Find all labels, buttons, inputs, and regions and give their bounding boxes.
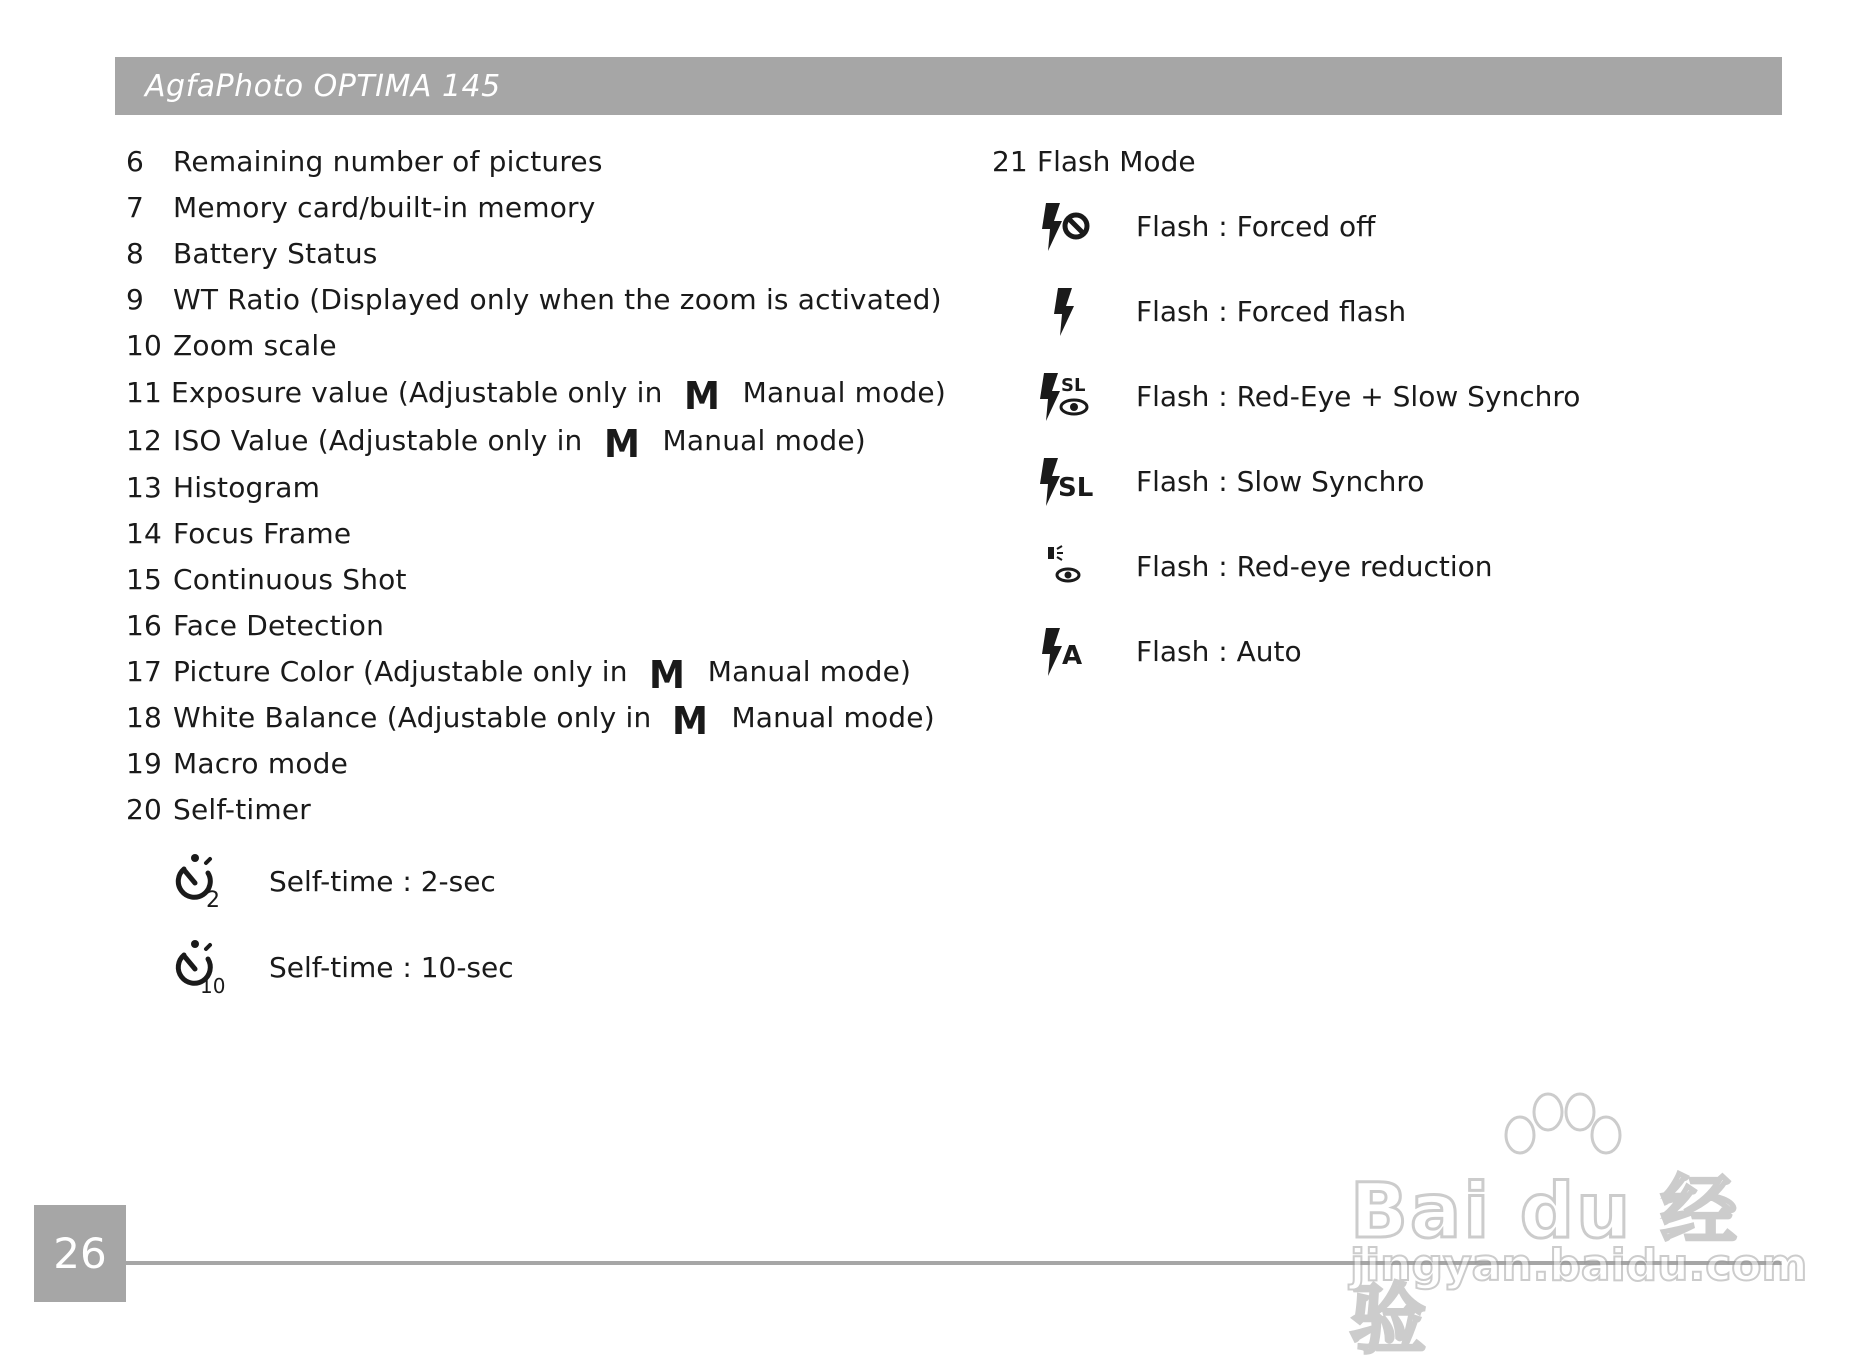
header-bar	[115, 57, 1782, 115]
list-item	[126, 184, 946, 230]
flash-forced-off-icon	[1036, 197, 1096, 257]
manual-mode-icon: M	[672, 699, 709, 743]
item-text: Macro mode	[173, 746, 349, 780]
item-text: Zoom scale	[173, 328, 337, 362]
item-text: Exposure value (Adjustable only in	[170, 375, 663, 409]
svg-text:2: 2	[206, 888, 220, 911]
item-number: 6	[126, 144, 145, 178]
flash-mode-label: Flash : Auto	[1136, 635, 1302, 668]
header-title: AgfaPhoto OPTIMA 145	[145, 68, 501, 104]
flash-mode-label: Flash : Forced off	[1136, 210, 1376, 243]
item-text: ISO Value (Adjustable only in	[173, 423, 583, 457]
page-number: 26	[34, 1205, 126, 1302]
right-column	[992, 138, 1772, 694]
watermark-url: jingyan.baidu.com	[1350, 1240, 1808, 1291]
list-item	[126, 786, 946, 832]
item-number: 10	[126, 328, 163, 362]
item-text: Battery Status	[173, 236, 378, 270]
flash-mode-row	[992, 439, 1772, 524]
manual-mode-icon: M	[683, 374, 720, 418]
flash-mode-label: Flash : Forced flash	[1136, 295, 1407, 328]
item-number: 15	[126, 562, 163, 596]
self-timer-10sec-icon	[168, 937, 228, 997]
svg-text:SL: SL	[1058, 472, 1094, 503]
item-text: Self-timer	[173, 792, 311, 826]
item-number: 20	[126, 792, 163, 826]
item-text: Histogram	[173, 470, 321, 504]
item-number: 16	[126, 608, 163, 642]
watermark-logo: Bai du 经验	[1350, 1166, 1739, 1364]
flash-mode-row	[992, 269, 1772, 354]
manual-mode-icon: M	[648, 653, 685, 697]
svg-text:10: 10	[200, 974, 226, 997]
self-timer-row	[126, 924, 946, 1010]
item-number: 12	[126, 423, 163, 457]
flash-mode-label: Flash : Red-eye reduction	[1136, 550, 1493, 583]
item-number: 18	[126, 700, 163, 734]
item-number: 13	[126, 470, 163, 504]
list-item	[126, 230, 946, 276]
item-text: Flash Mode	[1037, 144, 1196, 178]
flash-red-eye-slow-synchro-icon	[1036, 367, 1096, 427]
item-number: 9	[126, 282, 145, 316]
list-item	[126, 368, 946, 416]
list-item	[126, 416, 946, 464]
manual-mode-icon: M	[603, 422, 640, 466]
flash-mode-list	[992, 184, 1772, 694]
flash-slow-synchro-icon	[1036, 452, 1096, 512]
flash-mode-label: Flash : Red-Eye + Slow Synchro	[1136, 380, 1581, 413]
flash-mode-row	[992, 184, 1772, 269]
item-text: Continuous Shot	[173, 562, 407, 596]
flash-mode-label: Flash : Slow Synchro	[1136, 465, 1425, 498]
flash-forced-flash-icon	[1036, 282, 1096, 342]
flash-mode-row	[992, 524, 1772, 609]
self-timer-label: Self-time : 10-sec	[269, 950, 514, 984]
self-timer-label: Self-time : 2-sec	[269, 864, 496, 898]
item-number: 17	[126, 654, 163, 688]
flash-mode-heading	[992, 138, 1772, 184]
item-text: WT Ratio (Displayed only when the zoom is activated)	[173, 282, 942, 316]
flash-red-eye-reduction-icon	[1036, 537, 1096, 597]
item-number: 14	[126, 516, 163, 550]
list-item	[126, 510, 946, 556]
item-text: Manual mode)	[731, 700, 935, 734]
item-text: Manual mode)	[742, 375, 946, 409]
list-item	[126, 694, 946, 743]
list-item	[126, 138, 946, 184]
item-text: Face Detection	[173, 608, 385, 642]
svg-text:A: A	[1062, 640, 1083, 671]
self-timer-list	[126, 838, 946, 1010]
item-text: Manual mode)	[707, 654, 912, 688]
flash-auto-icon	[1036, 622, 1096, 682]
flash-mode-row	[992, 609, 1772, 694]
item-number: 8	[126, 236, 145, 270]
item-text: Picture Color (Adjustable only in	[173, 654, 628, 688]
item-text: Remaining number of pictures	[173, 144, 603, 178]
item-text: White Balance (Adjustable only in	[173, 700, 652, 734]
list-item	[126, 740, 946, 786]
list-item	[126, 556, 946, 602]
item-text: Memory card/built-in memory	[173, 190, 596, 224]
flash-mode-row	[992, 354, 1772, 439]
item-number: 19	[126, 746, 163, 780]
self-timer-row	[126, 838, 946, 924]
list-item	[126, 602, 946, 648]
item-number: 21	[992, 144, 1028, 178]
list-item	[126, 276, 946, 322]
item-number: 7	[126, 190, 145, 224]
item-text: Focus Frame	[173, 516, 352, 550]
item-number: 11	[126, 375, 163, 409]
list-item	[126, 648, 946, 697]
list-item	[126, 322, 946, 368]
baidu-watermark	[1340, 1090, 1808, 1364]
list-item	[126, 464, 946, 510]
self-timer-2sec-icon	[168, 851, 228, 911]
svg-text:SL: SL	[1061, 374, 1086, 396]
left-column	[126, 138, 946, 1010]
item-text: Manual mode)	[662, 423, 866, 457]
